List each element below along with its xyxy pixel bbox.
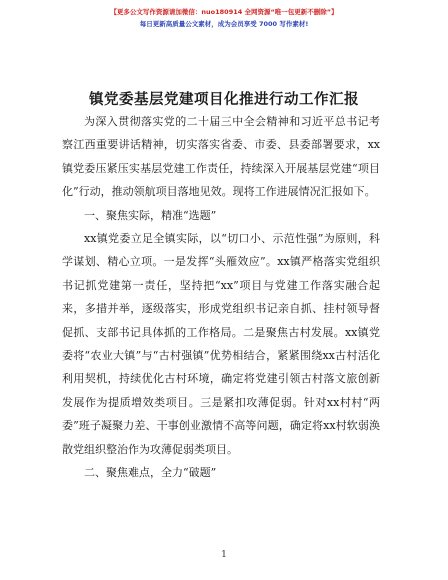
document-title: 镇党委基层党建项目化推进行动工作汇报 bbox=[89, 92, 359, 108]
promo-banner bbox=[0, 6, 448, 30]
section-heading-2: 二、聚焦难点，全力“破题” bbox=[84, 466, 217, 480]
section-heading-1: 一、聚焦实际，精准“选题” bbox=[84, 208, 217, 222]
document-body bbox=[62, 110, 380, 485]
section-1-paragraph: xx镇党委立足全镇实际，以“切口小、示范性强”为原则，科学谋划、精心立项。一是发挥“头雁效应”。xx镇严格落实党组织书记抓党建第一责任，坚持把“xx”项目与党建工作落实融合起来，多措并举，逐级落实，形成党组织书记亲自抓、挂村领导督促抓、支部书记具体抓的工作格局。二是聚焦古村发展。xx镇党委将“农业大镇”与“古村强镇”优势相结合，紧紧围绕xx古村活化利用契机，持续优化古村环境，确定将党建引领古村落文旅创新发展作为提质增效类项目。三是紧扣攻薄促弱。针对xx村村“两委”班子凝聚力差、干事创业激情不高等问题，确定将xx村软弱涣散党组织整治作为攻薄促弱类项目。 bbox=[62, 232, 380, 456]
intro-paragraph: 为深入贯彻落实党的二十届三中全会精神和习近平总书记考察江西重要讲话精神，切实落实省委、市委、县委部署要求，xx镇党委压紧压实基层党建工作责任，持续深入开展基层党建“项目化”行动，推动领航项目落地见效。现将工作进展情况汇报如下。 bbox=[62, 115, 380, 199]
promo-banner-line-1: 【更多公文写作资源请加微信：nuo180914 全网资源“唯一包更新不删除”】 bbox=[110, 8, 338, 16]
promo-banner-line-2: 每日更新高质量公文素材，成为会员享受 7000 写作素材! bbox=[139, 20, 309, 28]
page-number: 1 bbox=[221, 550, 227, 560]
